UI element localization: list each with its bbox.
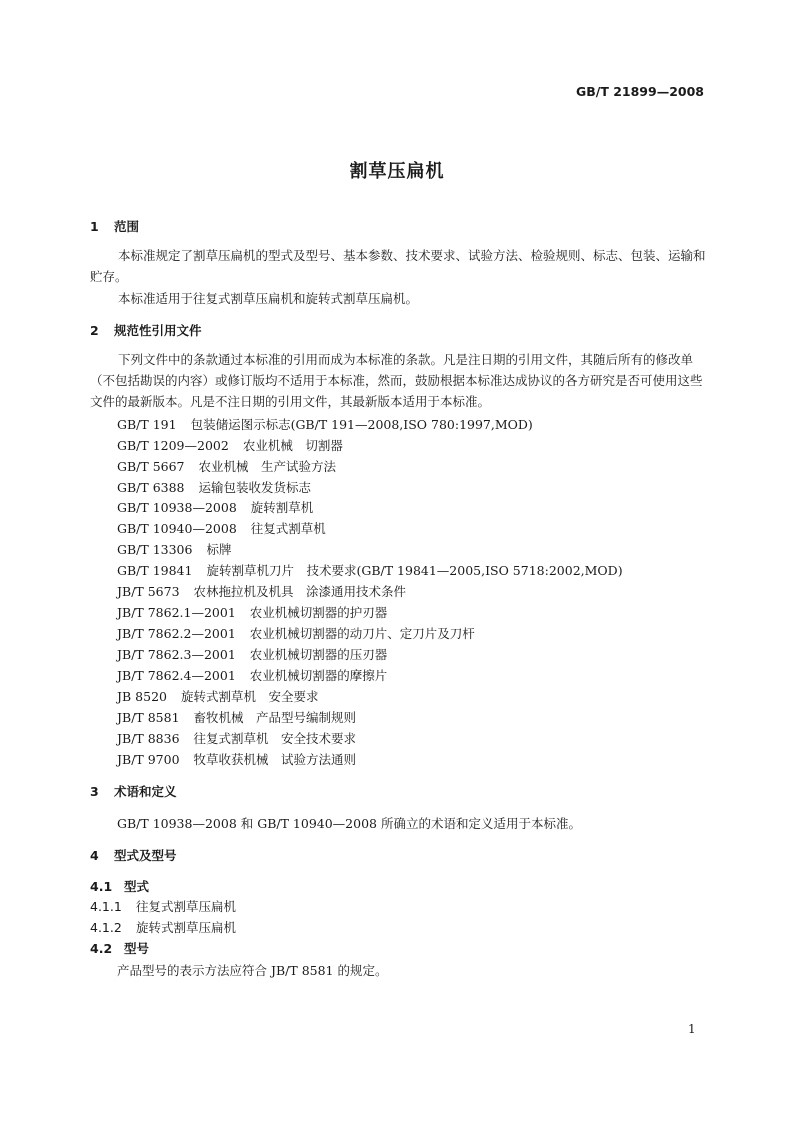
reference-code: GB/T 10938—2008 xyxy=(117,500,237,515)
reference-title: 旋转式割草机 安全要求 xyxy=(180,689,319,704)
section-number: 4.1.1 xyxy=(90,899,122,914)
reference-code: JB/T 9700 xyxy=(117,752,180,767)
reference-item xyxy=(117,582,406,600)
section-title: 型式及型号 xyxy=(114,848,177,863)
section-title: 旋转式割草压扁机 xyxy=(136,920,237,935)
reference-code: JB/T 8581 xyxy=(117,710,180,725)
standard-code: GB/T 21899—2008 xyxy=(575,84,704,99)
section-number: 4.2 xyxy=(90,941,113,956)
section-title: 范围 xyxy=(114,219,140,234)
reference-item xyxy=(117,478,311,496)
section-2-paragraph: 下列文件中的条款通过本标准的引用而成为本标准的条款。凡是注日期的引用文件，其随后所有的修改单（不包括勘误的内容）或修订版均不适用于本标准，然而，鼓励根据本标准达成协议的各方研究是否可使用这些文件的最新版本。凡是不注日期的引用文件，其最新版本适用于本标准。 xyxy=(90,352,703,409)
reference-item xyxy=(117,457,336,475)
section-title: 型式 xyxy=(124,879,150,894)
reference-item xyxy=(117,687,319,705)
section-2-heading xyxy=(90,321,202,339)
reference-title: 运输包装收发货标志 xyxy=(198,480,312,495)
reference-title: 旋转割草机 xyxy=(250,500,314,515)
reference-title: 牧草收获机械 试验方法通则 xyxy=(193,752,357,767)
reference-item xyxy=(117,708,356,726)
reference-item xyxy=(117,519,326,537)
reference-title: 农业机械 生产试验方法 xyxy=(198,459,337,474)
reference-title: 往复式割草机 安全技术要求 xyxy=(193,731,357,746)
reference-title: 标牌 xyxy=(206,542,232,557)
reference-item xyxy=(117,645,387,663)
reference-item xyxy=(117,666,387,684)
section-number: 4.1.2 xyxy=(90,920,122,935)
section-title: 往复式割草压扁机 xyxy=(136,899,237,914)
reference-title: 旋转割草机刀片 技术要求(GB/T 19841—2005,ISO 5718:2002,MOD) xyxy=(206,563,623,578)
section-title: 术语和定义 xyxy=(114,784,177,799)
reference-code: JB/T 5673 xyxy=(117,584,180,599)
reference-title: 包装储运图示标志(GB/T 191—2008,ISO 780:1997,MOD) xyxy=(190,417,533,432)
document-title: 割草压扁机 xyxy=(349,161,445,182)
section-1-paragraph-1: 本标准规定了割草压扁机的型式及型号、基本参数、技术要求、试验方法、检验规则、标志、包装、运输和贮存。 xyxy=(90,248,706,284)
reference-title: 农业机械切割器的护刃器 xyxy=(249,605,388,620)
reference-code: GB/T 10940—2008 xyxy=(117,521,237,536)
reference-code: JB/T 7862.1—2001 xyxy=(117,605,236,620)
reference-title: 农业机械切割器的压刃器 xyxy=(249,647,388,662)
section-number: 4 xyxy=(90,848,99,863)
reference-item xyxy=(117,561,623,579)
reference-code: GB/T 191 xyxy=(117,417,177,432)
reference-item xyxy=(117,415,533,433)
reference-code: JB/T 7862.4—2001 xyxy=(117,668,236,683)
section-number: 4.1 xyxy=(90,879,113,894)
section-4-2-heading xyxy=(90,939,149,957)
reference-title: 农林拖拉机及机具 涂漆通用技术条件 xyxy=(193,584,407,599)
reference-code: GB/T 1209—2002 xyxy=(117,438,229,453)
reference-code: GB/T 5667 xyxy=(117,459,185,474)
section-1-heading xyxy=(90,217,139,235)
section-3-heading xyxy=(90,782,177,800)
reference-title: 农业机械切割器的动刀片、定刀片及刀杆 xyxy=(249,626,475,641)
reference-item xyxy=(117,436,343,454)
section-4-heading xyxy=(90,846,177,864)
reference-item xyxy=(117,540,231,558)
section-number: 2 xyxy=(90,323,99,338)
reference-item xyxy=(117,603,387,621)
section-4-1-1-heading xyxy=(90,897,236,915)
reference-item xyxy=(117,498,313,516)
reference-title: 畜牧机械 产品型号编制规则 xyxy=(193,710,357,725)
reference-code: JB/T 7862.3—2001 xyxy=(117,647,236,662)
reference-code: GB/T 13306 xyxy=(117,542,193,557)
reference-item xyxy=(117,729,356,747)
section-4-1-2-heading xyxy=(90,918,236,936)
page-number: 1 xyxy=(688,1022,696,1036)
reference-title: 农业机械切割器的摩擦片 xyxy=(249,668,388,683)
section-3-paragraph: GB/T 10938—2008 和 GB/T 10940—2008 所确立的术语和定义适用于本标准。 xyxy=(117,816,581,831)
reference-title: 往复式割草机 xyxy=(250,521,326,536)
reference-title: 农业机械 切割器 xyxy=(242,438,343,453)
section-number: 3 xyxy=(90,784,99,799)
section-number: 1 xyxy=(90,219,99,234)
section-1-paragraph-2: 本标准适用于往复式割草压扁机和旋转式割草压扁机。 xyxy=(118,291,419,306)
reference-item xyxy=(117,750,356,768)
section-title: 型号 xyxy=(124,941,150,956)
reference-code: JB 8520 xyxy=(117,689,167,704)
reference-item xyxy=(117,624,475,642)
section-4-2-paragraph: 产品型号的表示方法应符合 JB/T 8581 的规定。 xyxy=(117,963,388,978)
reference-code: GB/T 19841 xyxy=(117,563,193,578)
reference-code: JB/T 8836 xyxy=(117,731,180,746)
section-4-1-heading xyxy=(90,877,149,895)
section-title: 规范性引用文件 xyxy=(114,323,202,338)
reference-code: JB/T 7862.2—2001 xyxy=(117,626,236,641)
reference-code: GB/T 6388 xyxy=(117,480,185,495)
